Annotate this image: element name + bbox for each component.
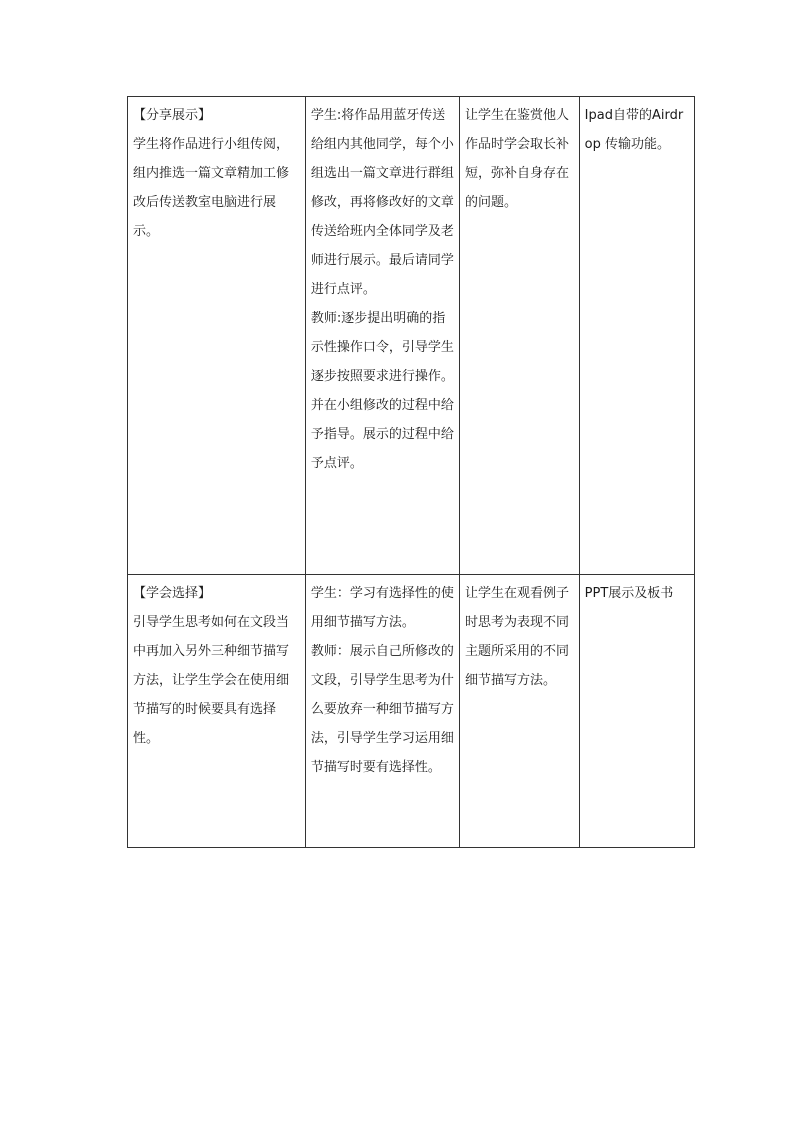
table-row	[128, 575, 695, 848]
design-intent-text: 让学生在观看例子时思考为表现不同主题所采用的不同细节描写方法。	[465, 586, 570, 688]
table-row	[128, 97, 695, 575]
activity-description: 引导学生思考如何在文段当中再加入另外三种细节描写方法，让学生学会在使用细节描写的时候要具有选择性。	[133, 615, 290, 746]
activity-cell	[128, 575, 306, 848]
activity-description: 学生将作品进行小组传阅，组内推选一篇文章精加工修改后传送教室电脑进行展示。	[133, 137, 290, 239]
tools-cell	[579, 97, 694, 575]
activity-cell	[128, 97, 306, 575]
activity-heading: 【分享展示】	[133, 108, 212, 123]
student-method-text: 学生:将作品用蓝牙传送给组内其他同学，每个小组选出一篇文章进行群组修改，再将修改好的文章传送给班内全体同学及老师进行展示。最后请同学进行点评。	[310, 108, 454, 297]
method-cell	[305, 575, 459, 848]
teacher-method-text: 教师：展示自己所修改的文段，引导学生思考为什么要放弃一种细节描写方法，引导学生学习运用细节描写时要有选择性。	[310, 644, 454, 775]
activity-heading: 【学会选择】	[133, 586, 212, 601]
lesson-plan-table	[127, 96, 695, 848]
intent-cell	[460, 575, 580, 848]
tools-cell	[579, 575, 694, 848]
teacher-method-text: 教师:逐步提出明确的指示性操作口令，引导学生逐步按照要求进行操作。并在小组修改的过程中给予指导。展示的过程中给予点评。	[310, 311, 454, 471]
tools-text: PPT展示及板书	[584, 586, 674, 601]
tools-text: Ipad自带的Airdrop 传输功能。	[584, 108, 684, 152]
student-method-text: 学生：学习有选择性的使用细节描写方法。	[310, 586, 454, 630]
design-intent-text: 让学生在鉴赏他人作品时学会取长补短，弥补自身存在的问题。	[465, 108, 570, 210]
method-cell	[305, 97, 459, 575]
intent-cell	[460, 97, 580, 575]
